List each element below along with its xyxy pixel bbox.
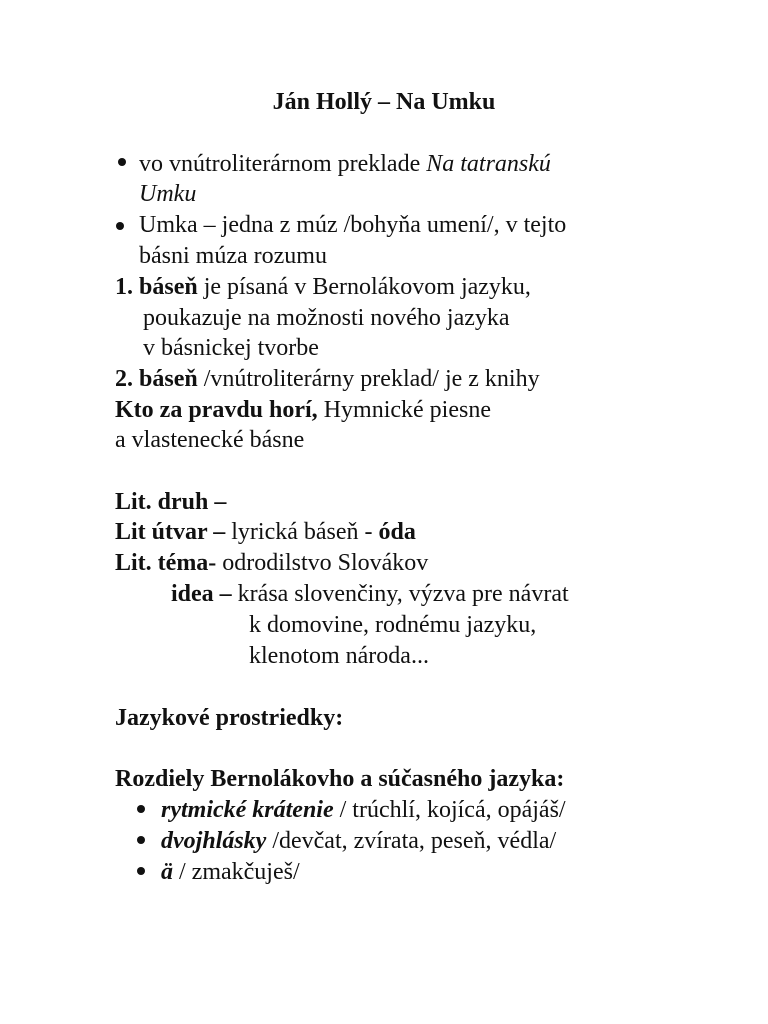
basen-1-line-1: 1. báseň je písaná v Bernolákovom jazyku, (115, 274, 531, 300)
basen-2-line-2: Kto za pravdu horí, Hymnické piesne (115, 397, 491, 423)
bullet-icon (137, 836, 145, 844)
basen-2-line-1: 2. báseň /vnútroliterárny preklad/ je z knihy (115, 366, 540, 392)
rozdiely-heading: Rozdiely Bernolákovho a súčasného jazyka: (115, 766, 565, 792)
bullet-icon (116, 222, 124, 230)
bullet-icon (137, 867, 145, 875)
bullet-icon (118, 158, 126, 166)
lit-druh: Lit. druh – (115, 489, 227, 515)
rozdiely-item-1: rytmické krátenie / trúchlí, kojícá, opájáš/ (161, 797, 566, 823)
lit-utvar: Lit útvar – lyrická báseň - óda (115, 519, 416, 545)
jazykove-prostriedky-heading: Jazykové prostriedky: (115, 705, 344, 731)
document-title: Ján Hollý – Na Umku (272, 89, 496, 115)
bullet-item-1-line-1: vo vnútroliterárnom preklade Na tatranskú (139, 151, 551, 177)
basen-1-line-2: poukazuje na možnosti nového jazyka (143, 305, 510, 331)
bullet-item-2-line-1: Umka – jedna z múz /bohyňa umení/, v tejto (139, 212, 567, 238)
lit-tema: Lit. téma- odrodilstvo Slovákov (115, 550, 429, 576)
rozdiely-item-2: dvojhlásky /devčat, zvírata, peseň, védla/ (161, 828, 557, 854)
basen-1-line-3: v básnickej tvorbe (143, 335, 319, 361)
bullet-icon (137, 805, 145, 813)
lit-idea-line-3: klenotom národa... (249, 643, 429, 669)
lit-idea-line-1: idea – krása slovenčiny, výzva pre návrat (171, 581, 569, 607)
bullet-item-2-line-2: básni múza rozumu (139, 243, 327, 269)
lit-idea-line-2: k domovine, rodnému jazyku, (249, 612, 537, 638)
rozdiely-item-3: ä / zmakčuješ/ (161, 859, 300, 885)
basen-2-line-3: a vlastenecké básne (115, 427, 305, 453)
bullet-item-1-line-2: Umku (139, 181, 197, 207)
